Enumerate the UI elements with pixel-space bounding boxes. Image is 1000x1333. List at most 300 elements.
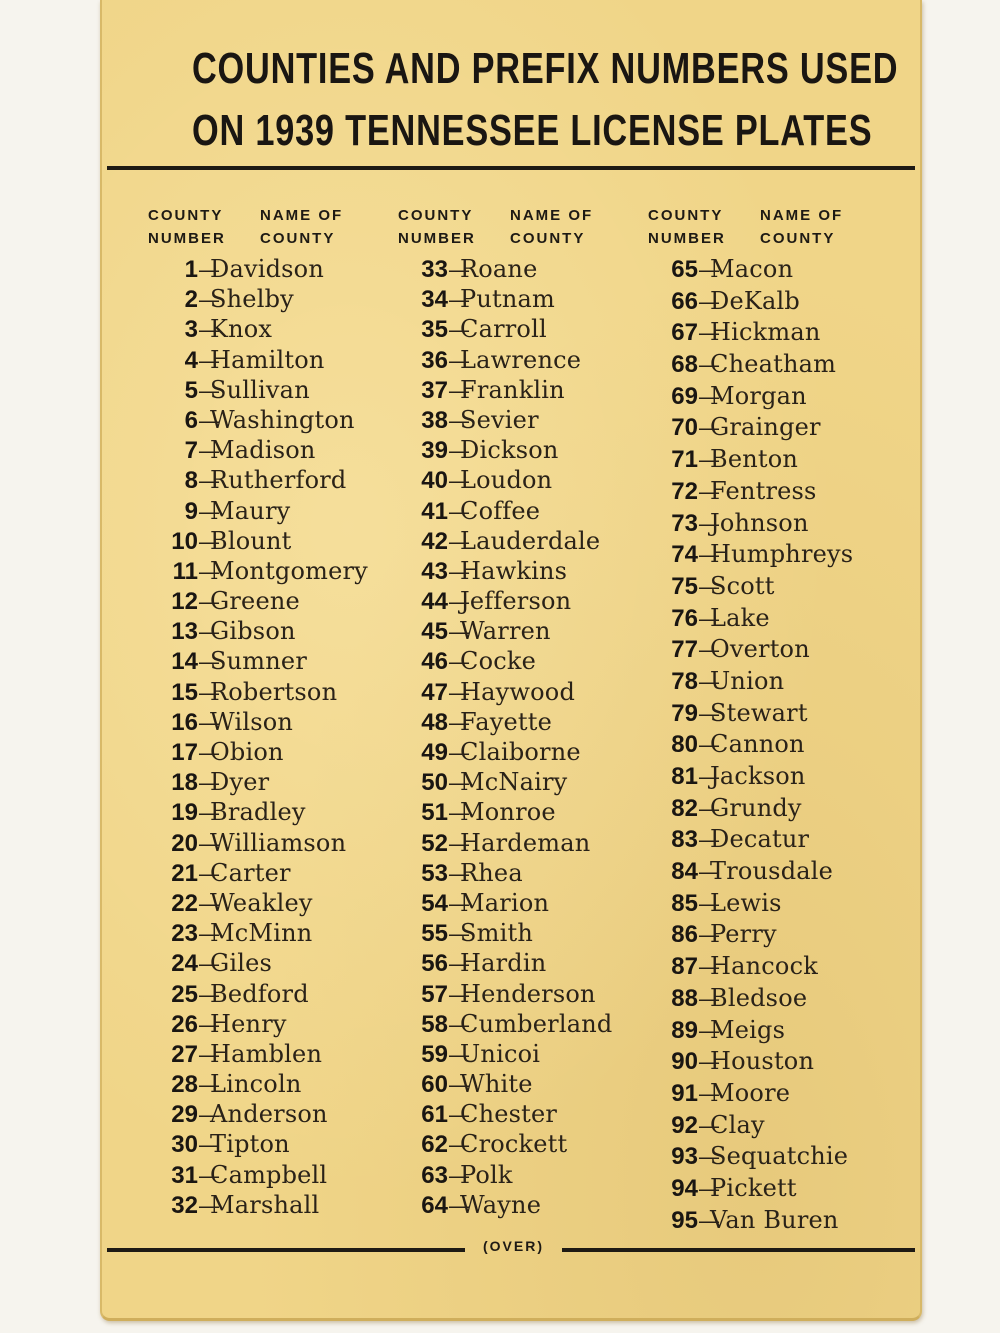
dash-separator — [698, 824, 710, 857]
county-number: 43 — [421, 557, 448, 585]
county-name: Jefferson — [460, 587, 572, 616]
dash-separator — [198, 677, 210, 709]
county-column-3 — [648, 204, 888, 1236]
county-name: Putnam — [460, 285, 555, 314]
county-name: Rutherford — [210, 466, 347, 495]
dash-separator — [198, 1009, 210, 1041]
dash-separator — [698, 539, 710, 572]
county-name: Meigs — [710, 1015, 786, 1044]
county-entry — [648, 286, 888, 318]
county-entry — [398, 646, 638, 676]
county-entry — [648, 1015, 888, 1047]
dash-separator — [448, 979, 460, 1011]
county-name: Bledsoe — [710, 983, 808, 1012]
county-number: 83 — [671, 826, 698, 854]
county-entry — [148, 526, 388, 556]
county-number: 68 — [671, 351, 698, 379]
county-entry — [148, 948, 388, 978]
county-number: 79 — [671, 699, 698, 727]
dash-separator — [448, 496, 460, 528]
county-name: Carter — [210, 858, 291, 887]
county-entry — [148, 586, 388, 616]
county-number: 11 — [172, 557, 198, 585]
county-name: Overton — [710, 635, 810, 664]
county-number: 62 — [421, 1131, 448, 1159]
county-entry — [648, 1078, 888, 1110]
county-entry — [148, 314, 388, 344]
county-number: 20 — [171, 829, 198, 857]
county-number: 65 — [671, 256, 698, 283]
county-number: 33 — [421, 256, 448, 283]
county-name: White — [460, 1070, 533, 1099]
county-name: Hardeman — [460, 828, 591, 857]
dash-separator — [448, 948, 460, 980]
county-number: 77 — [671, 636, 698, 664]
county-entry — [398, 345, 638, 375]
county-name: Henderson — [460, 979, 596, 1008]
county-entry — [648, 729, 888, 761]
dash-separator — [698, 1141, 710, 1174]
county-entry — [398, 435, 638, 465]
header-name-of: NAME OF — [760, 207, 844, 224]
dash-separator — [198, 314, 210, 346]
county-entry — [148, 284, 388, 314]
county-name: Obion — [210, 738, 284, 766]
county-list — [148, 254, 388, 1220]
bottom-divider-left — [107, 1248, 465, 1252]
county-name: Franklin — [460, 375, 565, 404]
county-name: Haywood — [460, 677, 576, 706]
county-entry — [148, 888, 388, 918]
header-number: NUMBER — [398, 230, 476, 247]
dash-separator — [198, 616, 210, 648]
dash-separator — [448, 254, 460, 286]
county-name: Bradley — [210, 798, 306, 827]
county-name: Anderson — [210, 1100, 328, 1129]
county-name: Dickson — [460, 436, 559, 465]
dash-separator — [448, 797, 460, 829]
county-number: 10 — [171, 527, 198, 555]
county-entry — [648, 444, 888, 476]
county-number: 54 — [421, 889, 448, 917]
county-number: 70 — [671, 414, 698, 442]
county-number: 38 — [421, 406, 448, 434]
over-label: (OVER) — [483, 1238, 544, 1254]
county-number: 84 — [671, 858, 698, 886]
county-number: 53 — [421, 859, 448, 887]
county-number: 41 — [421, 497, 448, 525]
county-number: 66 — [671, 287, 698, 315]
county-number: 8 — [184, 467, 198, 495]
dash-separator — [698, 603, 710, 636]
header-county: COUNTY — [648, 207, 724, 224]
dash-separator — [698, 634, 710, 667]
county-name: Coffee — [460, 496, 541, 525]
county-entry — [148, 979, 388, 1009]
dash-separator — [448, 1009, 460, 1041]
county-name: Montgomery — [210, 556, 368, 585]
county-entry — [398, 737, 638, 767]
county-name: Houston — [710, 1047, 815, 1076]
county-entry — [648, 951, 888, 983]
county-number: 30 — [171, 1131, 198, 1159]
county-number: 35 — [421, 316, 448, 344]
county-number: 86 — [671, 921, 698, 949]
top-divider — [107, 166, 915, 170]
county-number: 61 — [421, 1101, 448, 1129]
header-county-name: COUNTY — [260, 230, 336, 247]
county-name: Tipton — [210, 1130, 290, 1159]
county-number: 64 — [421, 1191, 448, 1219]
county-number: 49 — [421, 739, 448, 766]
county-name: Wayne — [460, 1190, 542, 1219]
dash-separator — [448, 586, 460, 618]
county-entry — [648, 824, 888, 856]
dash-separator — [698, 444, 710, 477]
county-number: 78 — [671, 667, 698, 695]
county-name: Sullivan — [210, 375, 310, 404]
dash-separator — [198, 918, 210, 950]
dash-separator — [698, 856, 710, 889]
county-name: Moore — [710, 1078, 791, 1107]
county-entry — [398, 1009, 638, 1039]
county-name: Chester — [460, 1100, 558, 1129]
county-number: 24 — [171, 950, 198, 978]
dash-separator — [448, 918, 460, 950]
county-number: 60 — [421, 1071, 448, 1099]
county-name: Robertson — [210, 677, 338, 706]
county-entry — [648, 412, 888, 444]
county-entry — [148, 435, 388, 465]
dash-separator — [448, 677, 460, 709]
county-entry — [398, 767, 638, 797]
dash-separator — [198, 405, 210, 437]
county-entry — [648, 666, 888, 698]
county-name: Stewart — [710, 698, 808, 727]
county-number: 44 — [421, 588, 448, 616]
dash-separator — [198, 1160, 210, 1192]
county-name: Polk — [460, 1160, 513, 1189]
dash-separator — [198, 888, 210, 920]
county-name: Marion — [460, 888, 550, 917]
county-name: Morgan — [710, 381, 807, 410]
dash-separator — [448, 646, 460, 678]
county-name: Sumner — [210, 647, 307, 676]
dash-separator — [198, 375, 210, 407]
county-number: 1 — [184, 256, 198, 283]
dash-separator — [198, 556, 210, 588]
dash-separator — [698, 761, 710, 794]
county-number: 59 — [421, 1040, 448, 1068]
county-number: 55 — [421, 920, 448, 948]
county-entry — [398, 888, 638, 918]
county-entry — [148, 1009, 388, 1039]
county-entry — [398, 616, 638, 646]
county-name: Fayette — [460, 707, 552, 736]
county-number: 25 — [171, 980, 198, 1008]
county-number: 58 — [421, 1010, 448, 1038]
dash-separator — [198, 707, 210, 739]
county-entry — [648, 983, 888, 1015]
county-entry — [148, 1099, 388, 1129]
county-entry — [398, 1039, 638, 1069]
county-name: Pickett — [710, 1173, 797, 1202]
dash-separator — [698, 951, 710, 984]
county-name: Wilson — [210, 707, 294, 736]
county-number: 32 — [171, 1191, 198, 1219]
dash-separator — [448, 616, 460, 648]
county-name: Madison — [210, 436, 316, 465]
county-entry — [648, 254, 888, 286]
dash-separator — [198, 828, 210, 860]
county-name: Hamblen — [210, 1039, 323, 1068]
county-name: Scott — [710, 571, 775, 600]
county-entry — [648, 1173, 888, 1205]
county-name: Hawkins — [460, 556, 568, 585]
dash-separator — [198, 1099, 210, 1131]
county-name: Hamilton — [210, 345, 325, 374]
county-name: Davidson — [210, 255, 324, 283]
county-name: Clay — [710, 1110, 765, 1139]
county-number: 22 — [171, 889, 198, 917]
county-entry — [398, 496, 638, 526]
county-name: Humphreys — [710, 540, 854, 569]
county-number: 39 — [421, 437, 448, 465]
county-number: 87 — [671, 953, 698, 981]
county-name: Blount — [210, 526, 292, 555]
county-entry — [148, 254, 388, 284]
dash-separator — [198, 948, 210, 980]
county-number: 81 — [671, 763, 698, 790]
county-entry — [398, 1129, 638, 1159]
county-entry — [148, 707, 388, 737]
dash-separator — [448, 858, 460, 890]
header-number: NUMBER — [648, 230, 726, 247]
dash-separator — [448, 284, 460, 316]
county-entry — [398, 405, 638, 435]
county-number: 76 — [671, 604, 698, 632]
county-number: 82 — [671, 794, 698, 822]
county-entry — [398, 1069, 638, 1099]
license-plate-card — [100, 0, 922, 1321]
dash-separator — [698, 349, 710, 382]
county-name: Gibson — [210, 617, 296, 646]
county-number: 80 — [671, 731, 698, 759]
county-entry — [648, 1141, 888, 1173]
county-entry — [148, 345, 388, 375]
county-name: Williamson — [210, 828, 347, 857]
county-entry — [148, 677, 388, 707]
county-number: 29 — [171, 1101, 198, 1129]
county-entry — [398, 284, 638, 314]
dash-separator — [698, 412, 710, 445]
county-number: 7 — [184, 437, 198, 465]
county-name: Loudon — [460, 466, 553, 495]
dash-separator — [198, 526, 210, 558]
county-number: 63 — [421, 1161, 448, 1189]
county-entry — [148, 828, 388, 858]
dash-separator — [698, 666, 710, 699]
county-number: 56 — [421, 950, 448, 978]
county-name: Van Buren — [710, 1205, 839, 1234]
dash-separator — [448, 556, 460, 588]
county-entry — [398, 677, 638, 707]
county-name: Benton — [710, 445, 799, 474]
dash-separator — [698, 1015, 710, 1048]
county-number: 95 — [671, 1206, 698, 1234]
county-entry — [148, 1129, 388, 1159]
county-number: 14 — [171, 648, 198, 676]
county-number: 42 — [421, 527, 448, 555]
county-entry — [148, 797, 388, 827]
county-entry — [648, 761, 888, 793]
dash-separator — [698, 381, 710, 414]
county-entry — [398, 254, 638, 284]
dash-separator — [698, 1078, 710, 1111]
county-number: 72 — [671, 477, 698, 505]
header-county: COUNTY — [148, 207, 224, 224]
county-entry — [148, 646, 388, 676]
county-number: 57 — [421, 980, 448, 1008]
dash-separator — [198, 1069, 210, 1101]
county-number: 90 — [671, 1048, 698, 1076]
county-entry — [398, 314, 638, 344]
county-list — [398, 254, 638, 1220]
dash-separator — [698, 317, 710, 350]
county-name: Lauderdale — [460, 526, 601, 555]
county-number: 4 — [184, 346, 198, 374]
county-name: Cheatham — [710, 350, 837, 379]
county-column-2 — [398, 204, 638, 1220]
county-entry — [648, 888, 888, 920]
county-name: Unicoi — [460, 1039, 541, 1068]
county-entry — [148, 767, 388, 797]
county-entry — [648, 571, 888, 603]
county-entry — [148, 1190, 388, 1220]
county-name: Monroe — [460, 798, 556, 827]
county-entry — [398, 707, 638, 737]
dash-separator — [698, 1173, 710, 1206]
county-number: 93 — [671, 1143, 698, 1171]
dash-separator — [698, 793, 710, 826]
county-entry — [148, 1039, 388, 1069]
county-entry — [398, 828, 638, 858]
county-number: 16 — [171, 708, 198, 736]
county-name: Cumberland — [460, 1009, 613, 1038]
county-entry — [398, 375, 638, 405]
dash-separator — [698, 571, 710, 604]
county-number: 9 — [184, 497, 198, 525]
dash-separator — [448, 767, 460, 799]
column-header — [148, 204, 388, 254]
dash-separator — [698, 919, 710, 952]
dash-separator — [448, 435, 460, 467]
county-number: 21 — [171, 859, 198, 887]
county-name: Claiborne — [460, 738, 581, 766]
dash-separator — [198, 737, 210, 769]
dash-separator — [198, 797, 210, 829]
dash-separator — [448, 375, 460, 407]
county-entry — [398, 948, 638, 978]
title-line-1: COUNTIES AND PREFIX NUMBERS USED — [191, 44, 899, 93]
county-entry — [148, 375, 388, 405]
county-name: Washington — [210, 405, 355, 434]
county-entry — [148, 405, 388, 435]
dash-separator — [698, 698, 710, 731]
county-entry — [648, 476, 888, 508]
dash-separator — [198, 496, 210, 528]
county-name: Giles — [210, 949, 273, 978]
dash-separator — [448, 1069, 460, 1101]
county-name: Macon — [710, 255, 794, 283]
county-entry — [648, 349, 888, 381]
dash-separator — [448, 888, 460, 920]
county-entry — [648, 539, 888, 571]
column-header — [648, 204, 888, 254]
county-name: Johnson — [710, 508, 809, 537]
county-name: Hancock — [710, 952, 818, 981]
county-number: 12 — [171, 588, 198, 616]
county-name: McMinn — [210, 919, 313, 948]
dash-separator — [448, 1190, 460, 1222]
county-name: Fentress — [710, 476, 817, 505]
county-number: 13 — [171, 618, 198, 646]
county-entry — [398, 1160, 638, 1190]
county-entry — [398, 556, 638, 586]
dash-separator — [448, 737, 460, 769]
county-name: Smith — [460, 919, 533, 948]
header-county-name: COUNTY — [760, 230, 836, 247]
county-number: 85 — [671, 889, 698, 917]
county-entry — [148, 1069, 388, 1099]
county-name: Lincoln — [210, 1070, 302, 1099]
county-name: Greene — [210, 587, 300, 616]
dash-separator — [448, 1160, 460, 1192]
dash-separator — [198, 1039, 210, 1071]
dash-separator — [448, 828, 460, 860]
county-entry — [648, 698, 888, 730]
county-entry — [148, 616, 388, 646]
county-entry — [648, 508, 888, 540]
county-number: 3 — [184, 316, 198, 344]
dash-separator — [198, 254, 210, 286]
county-entry — [648, 856, 888, 888]
dash-separator — [698, 1205, 710, 1238]
dash-separator — [198, 1129, 210, 1161]
county-entry — [648, 793, 888, 825]
dash-separator — [448, 314, 460, 346]
dash-separator — [698, 254, 710, 287]
header-county: COUNTY — [398, 207, 474, 224]
county-name: Sevier — [460, 405, 539, 434]
county-number: 2 — [184, 286, 198, 314]
county-entry — [648, 634, 888, 666]
card-title — [191, 38, 899, 162]
county-entry — [648, 1205, 888, 1237]
dash-separator — [448, 1129, 460, 1161]
dash-separator — [448, 405, 460, 437]
county-number: 28 — [171, 1071, 198, 1099]
dash-separator — [198, 979, 210, 1011]
county-name: Henry — [210, 1009, 287, 1038]
county-name: Warren — [460, 617, 551, 646]
county-entry — [648, 1046, 888, 1078]
county-number: 34 — [421, 286, 448, 314]
county-number: 18 — [171, 769, 198, 797]
county-name: Cannon — [710, 730, 805, 759]
header-name-of: NAME OF — [510, 207, 594, 224]
county-number: 88 — [671, 984, 698, 1012]
